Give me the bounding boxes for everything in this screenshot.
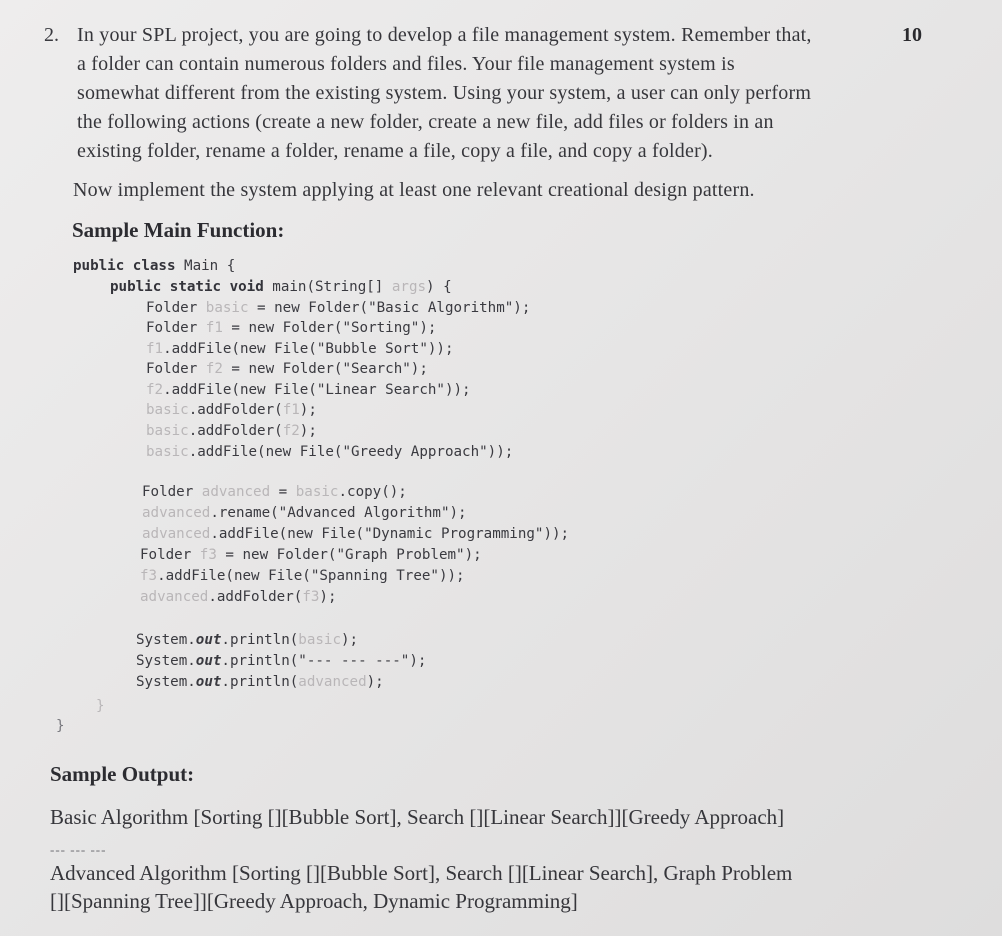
question-line: the following actions (create a new folder, create a new file, add files or folders in an: [77, 111, 774, 133]
code-line: System.out.println(basic);: [136, 632, 359, 648]
code-line: Folder basic = new Folder("Basic Algorithm");: [146, 300, 531, 316]
question-marks: 10: [902, 24, 922, 46]
code-closing-brace: }: [56, 718, 65, 734]
question-line: existing folder, rename a folder, rename a file, copy a file, and copy a folder).: [77, 140, 713, 162]
code-line: basic.addFolder(f2);: [146, 423, 317, 439]
question-line: somewhat different from the existing system. Using your system, a user can only perform: [77, 82, 812, 104]
output-line: [][Spanning Tree]][Greedy Approach, Dynamic Programming]: [50, 889, 578, 913]
code-line: Folder advanced = basic.copy();: [142, 484, 407, 500]
code-line: advanced.rename("Advanced Algorithm");: [142, 505, 467, 521]
code-line: basic.addFile(new File("Greedy Approach"));: [146, 444, 514, 460]
code-line: f1.addFile(new File("Bubble Sort"));: [146, 341, 454, 357]
instruction-text: Now implement the system applying at least one relevant creational design pattern.: [73, 179, 755, 201]
question-line: In your SPL project, you are going to develop a file management system. Remember that,: [77, 24, 812, 46]
question-number: 2.: [44, 24, 59, 46]
code-line: Folder f1 = new Folder("Sorting");: [146, 320, 437, 336]
code-line: System.out.println(advanced);: [136, 674, 384, 690]
code-line: Folder f2 = new Folder("Search");: [146, 361, 428, 377]
code-line: f3.addFile(new File("Spanning Tree"));: [140, 568, 465, 584]
sample-main-heading: Sample Main Function:: [72, 218, 285, 242]
code-line: f2.addFile(new File("Linear Search"));: [146, 382, 471, 398]
code-line: System.out.println("--- --- ---");: [136, 653, 427, 669]
question-line: a folder can contain numerous folders and files. Your file management system is: [77, 53, 735, 75]
output-separator: --- --- ---: [50, 842, 107, 857]
output-line: Advanced Algorithm [Sorting [][Bubble Sort], Search [][Linear Search], Graph Problem: [50, 861, 793, 885]
code-line: Folder f3 = new Folder("Graph Problem");: [140, 547, 482, 563]
sample-output-heading: Sample Output:: [50, 762, 195, 786]
code-line: public static void main(String[] args) {: [110, 279, 452, 295]
code-line: public class Main {: [73, 258, 236, 274]
code-closing-brace: }: [96, 698, 105, 714]
output-line: Basic Algorithm [Sorting [][Bubble Sort], Search [][Linear Search]][Greedy Approach]: [50, 805, 785, 829]
code-line: advanced.addFile(new File("Dynamic Programming"));: [142, 526, 570, 542]
code-line: advanced.addFolder(f3);: [140, 589, 337, 605]
code-line: basic.addFolder(f1);: [146, 402, 317, 418]
